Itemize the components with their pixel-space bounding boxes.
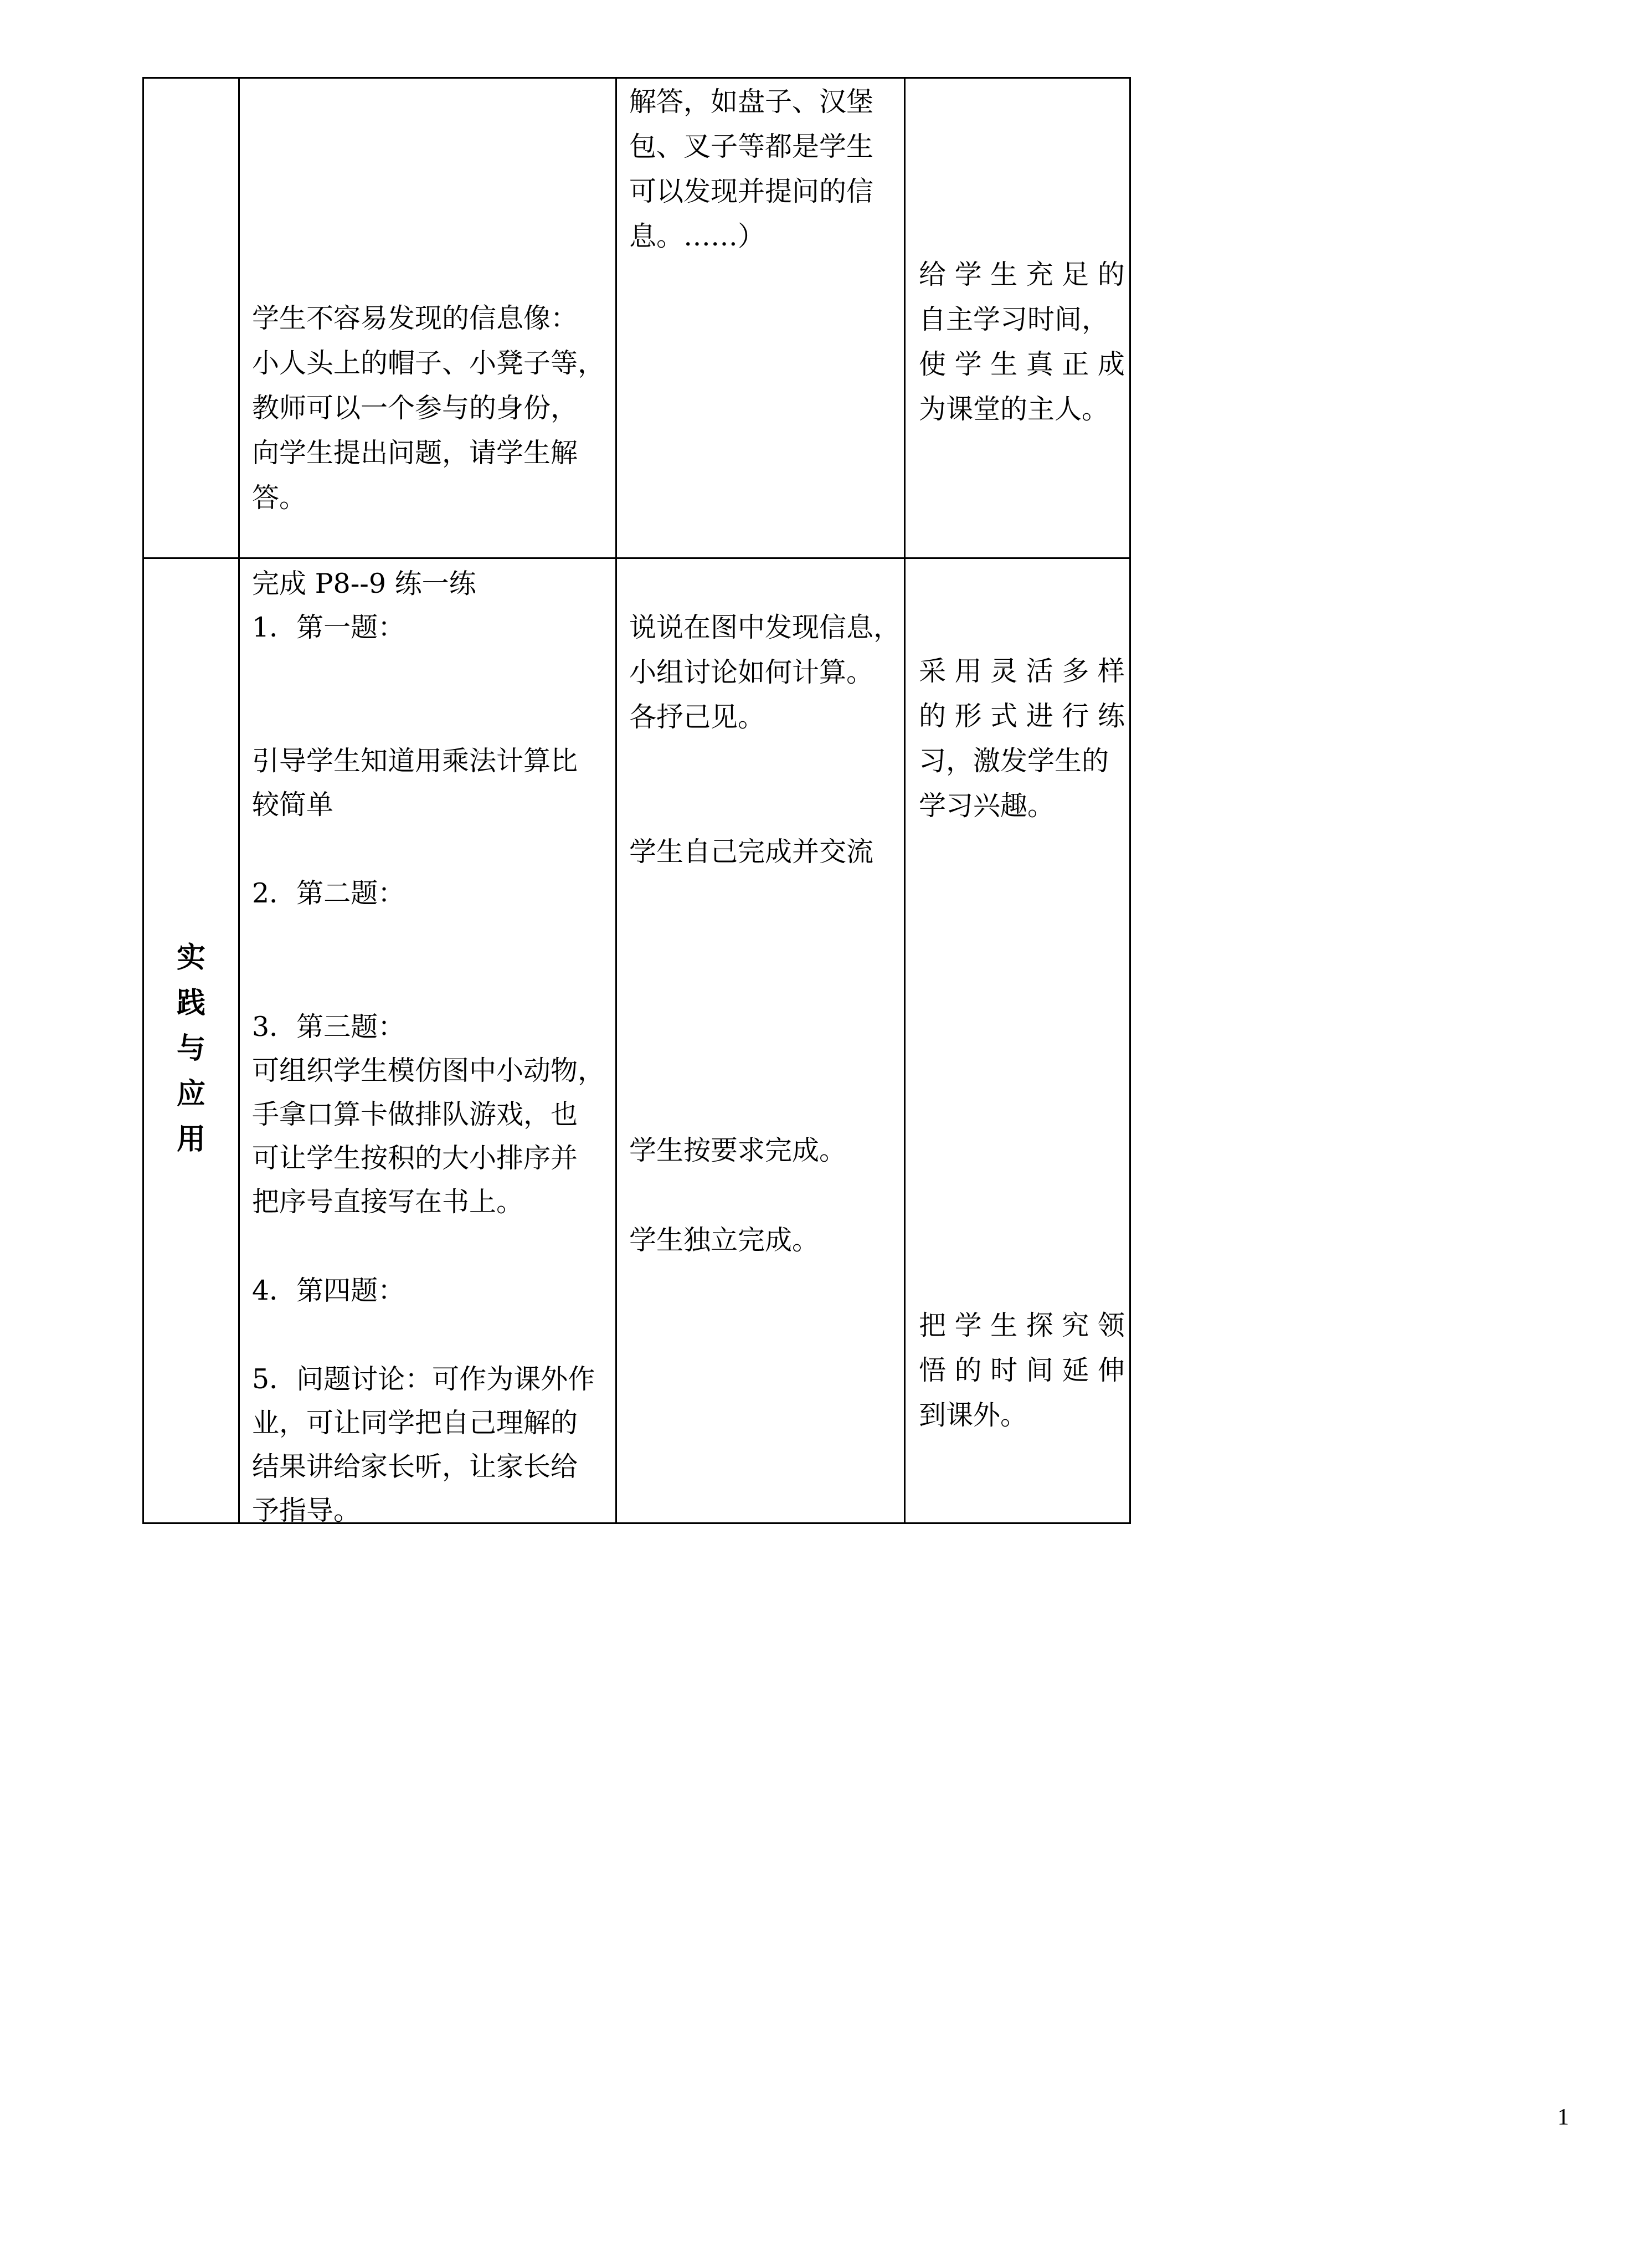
row2-teacher-line: 可让学生按积的大小排序并 bbox=[252, 1142, 578, 1174]
row1-teacher-cell bbox=[252, 296, 606, 520]
section-label-char: 应 bbox=[176, 1077, 205, 1111]
page-number: 1 bbox=[1557, 2105, 1569, 2130]
row1-teacher-line: 向学生提出问题，请学生解 bbox=[252, 437, 578, 469]
table-column-divider-2 bbox=[615, 77, 617, 1524]
section-label-char: 用 bbox=[176, 1122, 205, 1156]
row1-intent-cell bbox=[919, 252, 1124, 432]
row2-intent-cell-b bbox=[919, 1303, 1124, 1438]
row2-teacher-line: 完成 P8--9 练一练 bbox=[252, 568, 476, 599]
row1-student-line: 息。……） bbox=[629, 220, 765, 252]
row2-student-line: 学生独立完成。 bbox=[629, 1224, 820, 1256]
row1-teacher-line: 教师可以一个参与的身份， bbox=[252, 392, 578, 424]
section-label-char: 实 bbox=[176, 941, 205, 974]
row2-intent-line: 把 学 生 探 究 领 bbox=[919, 1310, 1125, 1341]
row1-teacher-line: 学生不容易发现的信息像： bbox=[252, 302, 578, 334]
row1-student-line: 可以发现并提问的信 bbox=[629, 176, 874, 207]
row1-student-cell bbox=[629, 79, 895, 259]
row2-intent-line: 到课外。 bbox=[919, 1399, 1028, 1431]
row1-teacher-line: 小人头上的帽子、小凳子等， bbox=[252, 347, 605, 379]
row2-intent-line: 习，激发学生的 bbox=[919, 745, 1109, 777]
row2-student-cell-a bbox=[629, 605, 901, 874]
row2-teacher-line: 手拿口算卡做排队游戏，也 bbox=[252, 1099, 578, 1130]
row2-teacher-line: 业，可让同学把自己理解的 bbox=[252, 1407, 578, 1439]
row1-student-line: 解答，如盘子、汉堡 bbox=[629, 86, 874, 117]
row1-intent-line: 自主学习时间， bbox=[919, 304, 1109, 335]
row2-teacher-line: 可组织学生模仿图中小动物， bbox=[252, 1055, 605, 1086]
section-label-practice-application bbox=[143, 935, 239, 1162]
row2-teacher-line: 把序号直接写在书上。 bbox=[252, 1186, 524, 1218]
table-column-divider-3 bbox=[904, 77, 906, 1524]
table-top-border bbox=[142, 77, 1131, 79]
section-label-char: 践 bbox=[176, 986, 205, 1020]
row2-teacher-line: 较简单 bbox=[252, 789, 334, 820]
table-column-divider-1 bbox=[238, 77, 240, 1524]
table-row-divider bbox=[142, 557, 1131, 559]
table-left-border bbox=[142, 77, 144, 1524]
row2-teacher-line: 3．第三题： bbox=[252, 1011, 405, 1043]
row2-student-line: 各抒己见。 bbox=[629, 701, 765, 733]
row2-intent-line: 的 形 式 进 行 练 bbox=[919, 700, 1125, 732]
row2-teacher-cell bbox=[252, 562, 606, 1532]
section-label-char: 与 bbox=[176, 1032, 205, 1065]
row2-student-line: 说说在图中发现信息， bbox=[629, 612, 901, 643]
row1-teacher-line: 答。 bbox=[252, 482, 307, 514]
row2-intent-cell-a bbox=[919, 649, 1124, 828]
row2-student-cell-b bbox=[629, 1128, 895, 1263]
row2-teacher-line: 引导学生知道用乘法计算比 bbox=[252, 745, 578, 777]
row1-intent-line: 给 学 生 充 足 的 bbox=[919, 259, 1125, 290]
row2-intent-line: 学习兴趣。 bbox=[919, 790, 1055, 822]
row1-intent-line: 为课堂的主人。 bbox=[919, 393, 1109, 425]
row2-student-line: 学生自己完成并交流 bbox=[629, 836, 874, 868]
row2-teacher-line: 4．第四题： bbox=[252, 1275, 405, 1306]
row2-teacher-line: 1．第一题： bbox=[252, 612, 405, 643]
row2-teacher-line: 予指导。 bbox=[252, 1495, 361, 1526]
row2-teacher-line: 5．问题讨论：可作为课外作 bbox=[252, 1363, 595, 1395]
row2-intent-line: 悟 的 时 间 延 伸 bbox=[919, 1354, 1125, 1386]
row2-intent-line: 采 用 灵 活 多 样 bbox=[919, 655, 1125, 687]
row2-teacher-line: 2．第二题： bbox=[252, 878, 405, 909]
row2-teacher-line: 结果讲给家长听，让家长给 bbox=[252, 1451, 578, 1482]
row2-student-line: 小组讨论如何计算。 bbox=[629, 656, 874, 688]
table-right-border bbox=[1129, 77, 1131, 1524]
row1-student-line: 包、叉子等都是学生 bbox=[629, 131, 874, 162]
row2-student-line: 学生按要求完成。 bbox=[629, 1135, 847, 1166]
row1-intent-line: 使 学 生 真 正 成 bbox=[919, 348, 1125, 380]
